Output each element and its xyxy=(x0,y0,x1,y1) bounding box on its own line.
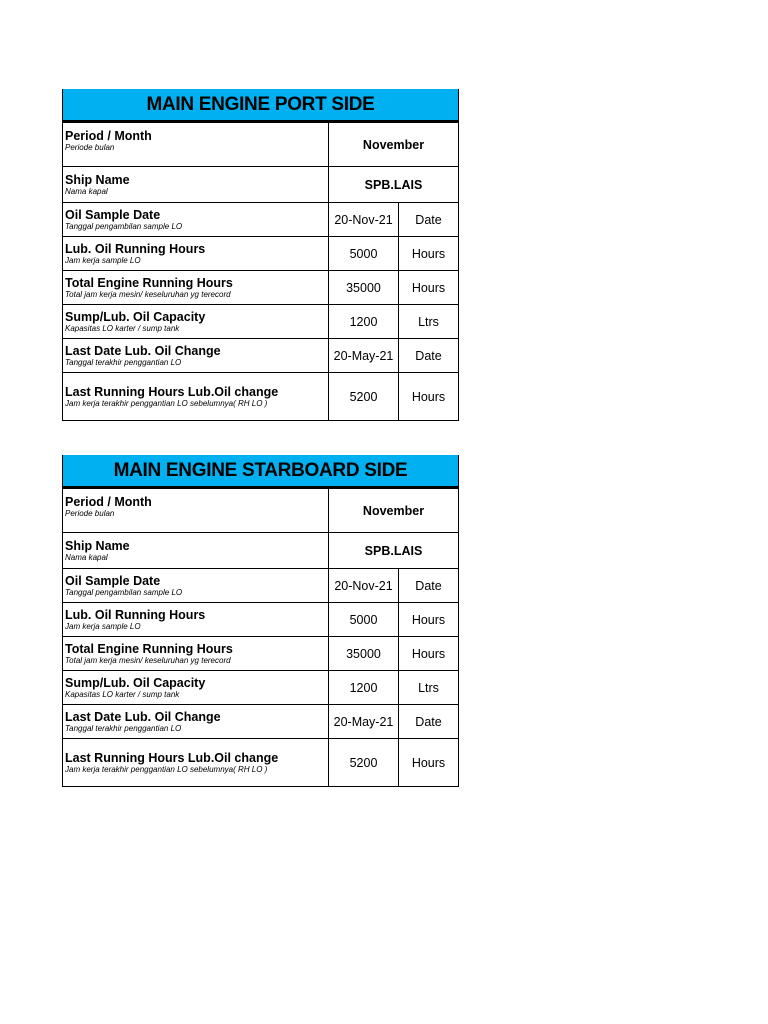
table-row xyxy=(63,636,458,670)
row-sub: Tanggal terakhir penggantian LO xyxy=(65,724,182,733)
table-row xyxy=(63,704,458,738)
ship-label: Ship Name xyxy=(65,539,130,553)
row-unit: Hours xyxy=(411,755,446,770)
row-sub: Jam kerja terakhir penggantian LO sebelumnya( RH LO ) xyxy=(65,765,268,774)
row-sub: Tanggal terakhir penggantian LO xyxy=(65,358,182,367)
row-value: 20-May-21 xyxy=(329,339,399,372)
row-label: Total Engine Running Hours xyxy=(65,642,233,656)
table-row xyxy=(63,670,458,704)
row-value: 20-Nov-21 xyxy=(329,203,399,236)
row-sub: Jam kerja sample LO xyxy=(65,256,141,265)
row-unit: Ltrs xyxy=(418,680,439,695)
row-label: Last Running Hours Lub.Oil change xyxy=(65,385,279,399)
ship-value: SPB.LAIS xyxy=(364,543,423,558)
row-value: 5000 xyxy=(329,603,399,636)
ship-value: SPB.LAIS xyxy=(364,177,423,192)
port-side-table xyxy=(62,89,459,421)
row-label: Oil Sample Date xyxy=(65,208,161,222)
row-value: 5200 xyxy=(329,373,399,420)
row-sub: Tanggal pengambilan sample LO xyxy=(65,222,183,231)
row-unit: Ltrs xyxy=(418,314,439,329)
period-sub: Periode bulan xyxy=(65,509,115,518)
row-sub: Kapasitas LO karter / sump tank xyxy=(65,690,180,699)
row-label: Sump/Lub. Oil Capacity xyxy=(65,676,206,690)
row-label: Last Date Lub. Oil Change xyxy=(65,710,221,724)
table-title: MAIN ENGINE PORT SIDE xyxy=(62,89,459,122)
row-label: Sump/Lub. Oil Capacity xyxy=(65,310,206,324)
row-value: 5200 xyxy=(329,739,399,786)
row-sub: Tanggal pengambilan sample LO xyxy=(65,588,183,597)
table-row xyxy=(63,338,458,372)
row-label: Lub. Oil Running Hours xyxy=(65,608,206,622)
row-value: 35000 xyxy=(329,271,399,304)
table-row xyxy=(63,270,458,304)
table-row xyxy=(63,602,458,636)
row-unit: Date xyxy=(415,212,442,227)
row-value: 20-May-21 xyxy=(329,705,399,738)
row-unit: Hours xyxy=(411,612,446,627)
row-value: 1200 xyxy=(329,305,399,338)
table-title: MAIN ENGINE STARBOARD SIDE xyxy=(62,455,459,488)
row-unit: Date xyxy=(415,348,442,363)
row-sub: Jam kerja sample LO xyxy=(65,622,141,631)
row-value: 20-Nov-21 xyxy=(329,569,399,602)
period-row xyxy=(63,488,458,532)
row-unit: Hours xyxy=(411,389,446,404)
row-unit: Date xyxy=(415,714,442,729)
period-value: November xyxy=(362,503,425,518)
ship-sub: Nama kapal xyxy=(65,553,108,562)
ship-sub: Nama kapal xyxy=(65,187,108,196)
ship-row xyxy=(63,532,458,568)
row-unit: Hours xyxy=(411,646,446,661)
row-value: 35000 xyxy=(329,637,399,670)
table-row xyxy=(63,372,458,420)
row-label: Total Engine Running Hours xyxy=(65,276,233,290)
row-label: Oil Sample Date xyxy=(65,574,161,588)
row-sub: Total jam kerja mesin/ keseluruhan yg terecord xyxy=(65,656,231,665)
row-sub: Total jam kerja mesin/ keseluruhan yg terecord xyxy=(65,290,231,299)
row-unit: Date xyxy=(415,578,442,593)
row-value: 1200 xyxy=(329,671,399,704)
row-label: Last Running Hours Lub.Oil change xyxy=(65,751,279,765)
row-sub: Jam kerja terakhir penggantian LO sebelumnya( RH LO ) xyxy=(65,399,268,408)
row-unit: Hours xyxy=(411,246,446,261)
row-sub: Kapasitas LO karter / sump tank xyxy=(65,324,180,333)
row-unit: Hours xyxy=(411,280,446,295)
period-row xyxy=(63,122,458,166)
period-label: Period / Month xyxy=(65,129,152,143)
row-value: 5000 xyxy=(329,237,399,270)
ship-row xyxy=(63,166,458,202)
table-row xyxy=(63,202,458,236)
ship-label: Ship Name xyxy=(65,173,130,187)
table-row xyxy=(63,304,458,338)
period-value: November xyxy=(362,137,425,152)
table-row xyxy=(63,568,458,602)
table-row xyxy=(63,738,458,786)
period-label: Period / Month xyxy=(65,495,152,509)
table-row xyxy=(63,236,458,270)
starboard-side-table xyxy=(62,455,459,787)
row-label: Lub. Oil Running Hours xyxy=(65,242,206,256)
period-sub: Periode bulan xyxy=(65,143,115,152)
row-label: Last Date Lub. Oil Change xyxy=(65,344,221,358)
